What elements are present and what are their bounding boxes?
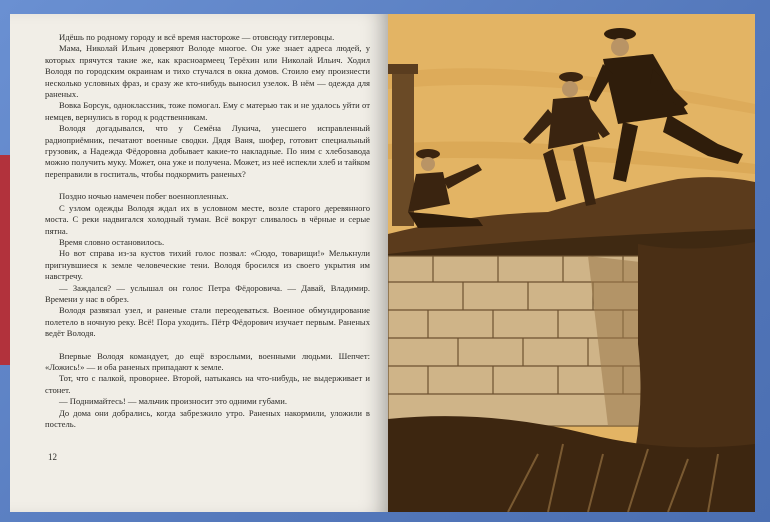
paragraph: Поздно ночью намечен побег военнопленных. xyxy=(59,191,229,202)
paragraph: Мама, Николай Ильич доверяют Володе многое. Он уже знает адреса людей, у которых прячутся такие же, как красноармеец Терёхин или Николай Ильич. Ходил Володя по городским окраинам и тихо стучался в окна домов. Стоило ему произнести несколько условных фраз, и сразу же кто-нибудь выносил узелок. В нём — одежда для раненых. xyxy=(45,43,370,100)
open-book xyxy=(10,14,755,512)
page-text xyxy=(45,32,370,430)
page-number: 12 xyxy=(48,452,57,462)
paragraph: До дома они добрались, когда забрезжило утро. Раненых накормили, уложили в постель. xyxy=(45,407,370,429)
paragraph: Тот, что с палкой, проворнее. Второй, натыкаясь на что-нибудь, не выдерживает и стонет. xyxy=(45,373,370,395)
paragraph: Время словно остановилось. xyxy=(59,236,165,247)
right-page xyxy=(388,14,755,512)
paragraph: Но вот справа из-за кустов тихий голос позвал: «Сюдо, товарищи!» Мелькнули пригнувшиеся к земле человеческие тени. Володя бросился из своего укрытия им навстречу. xyxy=(45,248,370,282)
paragraph: Володя развязал узел, и раненые стали переодеваться. Военное обмундирование полетело в ночную реку. Всё! Пора уходить. Пётр Фёдорович изучает первым. Раненых ведёт Володя. xyxy=(45,305,370,339)
paragraph: — Поднимайтесь! — мальчик произносит это одними губами. xyxy=(59,396,287,407)
paragraph: Вовка Борсук, одноклассник, тоже помогал. Ему с матерью так и не удалось уйти от немцев, вернулись в город к родственникам. xyxy=(45,100,370,122)
war-illustration xyxy=(388,14,755,512)
left-page xyxy=(10,14,388,512)
paragraph: С узлом одежды Володя ждал их в условном месте, возле старого деревянного моста. С реки надвигался холодный туман. Всё вокруг сливалось в чёрные и серые пятна. xyxy=(45,202,370,236)
red-cover-edge xyxy=(0,155,10,365)
paragraph: Володя догадывался, что у Семёна Лукича, унесшего исправленный радиоприёмник, печатают военные сводки. Дядя Ваня, шофер, готовит специальный грузовик, а Надежда Фёдоровна добывает какие-то накладные. По ним с хлебозавода можно получить муку. Может, она уже и получена. Может, из неё испекли хлеб и тайком переправили в госпиталь, чтобы подкормить раненых? xyxy=(45,123,370,179)
ruined-column-cap xyxy=(388,64,418,74)
paragraph: — Заждался? — услышал он голос Петра Фёдоровича. — Давай, Владимир. Времени у нас в обрез. xyxy=(45,282,370,304)
paragraph: Идёшь по родному городу и всё время настороже — отовсюду гитлеровцы. xyxy=(59,32,335,42)
paragraph: Впервые Володя командует, до ещё взрослыми, военными людьми. Шепчет: «Ложись!» — и оба раненых припадают к земле. xyxy=(45,350,370,372)
